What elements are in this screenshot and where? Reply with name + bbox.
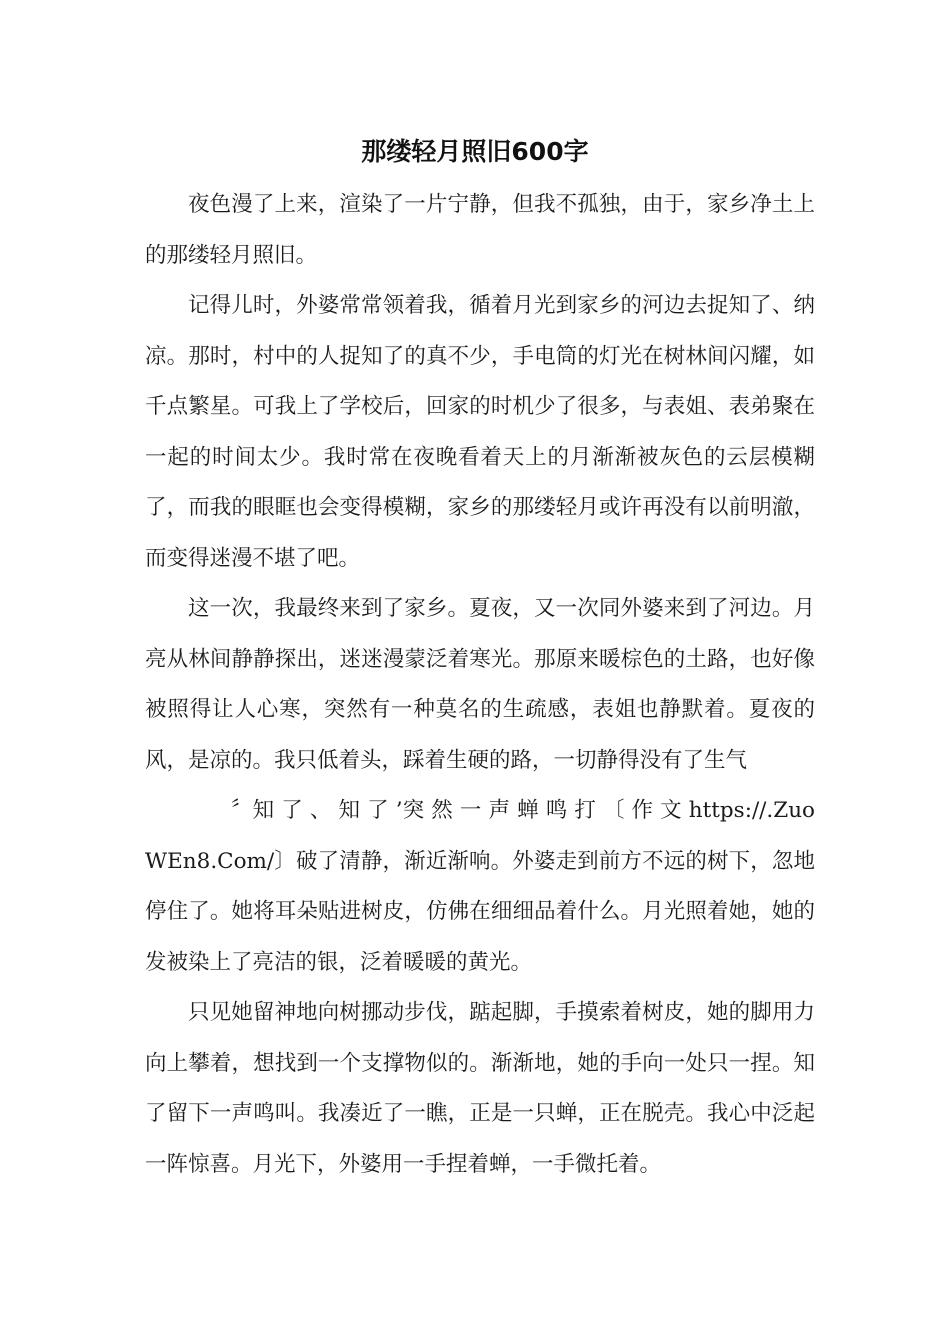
paragraph-5: 只见她留神地向树挪动步伐，踮起脚，手摸索着树皮，她的脚用力向上攀着，想找到一个支撑物似的。渐渐地，她的手向一处只一捏。知了留下一声鸣叫。我凑近了一瞧，正是一只蝉，正在脱壳。我心中泛起一阵惊喜。月光下，外婆用一手捏着蝉，一手微托着。 [145, 1000, 815, 1177]
paragraph-3: 这一次，我最终来到了家乡。夏夜，又一次同外婆来到了河边。月亮从林间静静探出，迷迷漫蒙泛着寒光。那原来暖棕色的土路，也好像被照得让人心寒，突然有一种莫名的生疏感，表姐也静默着。夏夜的风，是凉的。我只低着头，踩着生硬的路，一切静得没有了生气 [145, 596, 815, 773]
paragraph-4: 〞知 了 、 知 了 ’突 然 一 声 蝉 鸣 打 〔 作 文 https://.ZuoWEn8.Com/〕破了清静，渐近渐响。外婆走到前方不远的树下，忽地停住了。她将耳朵贴进树皮，仿佛在细细品着什么。月光照着她，她的发被染上了亮洁的银，泛着暖暖的黄光。 [145, 798, 815, 975]
document-body [145, 180, 815, 1190]
paragraph-2: 记得儿时，外婆常常领着我，循着月光到家乡的河边去捉知了、纳凉。那时，村中的人捉知了的真不少，手电筒的灯光在树林间闪耀，如千点繁星。可我上了学校后，回家的时机少了很多，与表姐、表弟聚在一起的时间太少。我时常在夜晚看着天上的月渐渐被灰色的云层模糊了，而我的眼眶也会变得模糊，家乡的那缕轻月或许再没有以前明澈，而变得迷漫不堪了吧。 [145, 293, 815, 571]
paragraph-1: 夜色漫了上来，渲染了一片宁静，但我不孤独，由于，家乡净土上的那缕轻月照旧。 [145, 192, 815, 268]
document-title: 那缕轻月照旧600字 [361, 137, 589, 166]
